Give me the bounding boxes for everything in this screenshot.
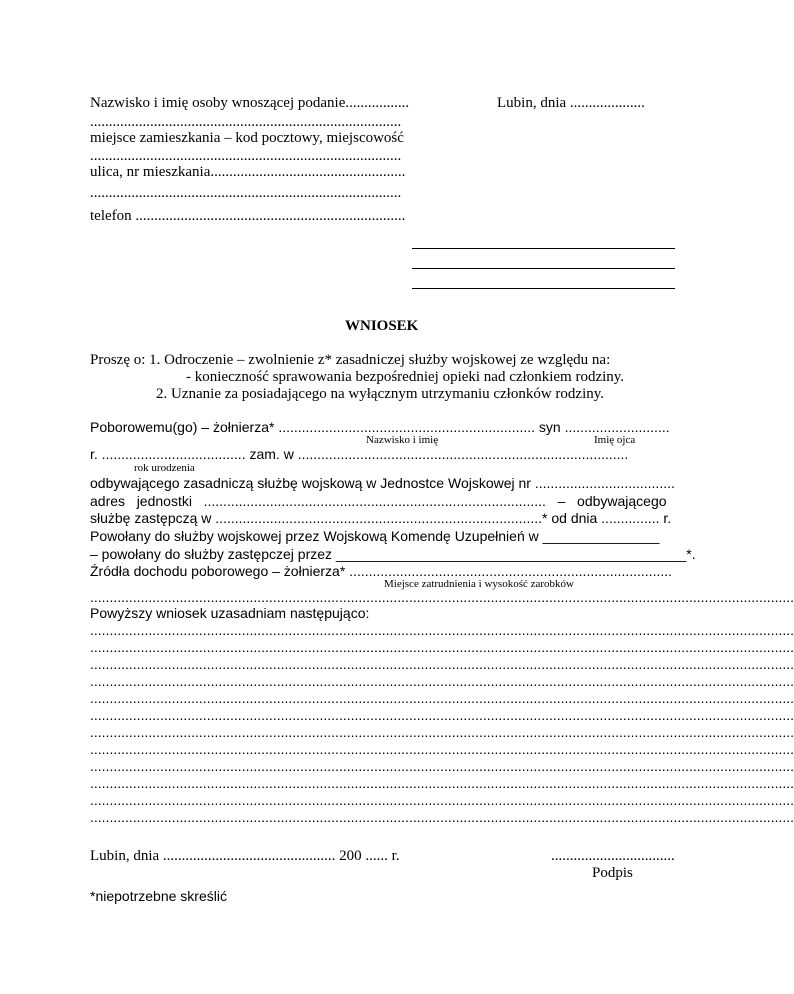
street-line: ulica, nr mieszkania.................................................... bbox=[90, 164, 406, 180]
phone-line: telefon ........................................................................ bbox=[90, 208, 406, 224]
address-label-line: miejsce zamieszkania – kod pocztowy, miejscowość bbox=[90, 130, 404, 146]
applicant-name-blank: ................................................................................... bbox=[90, 114, 402, 130]
label-name: Nazwisko i imię bbox=[366, 434, 439, 446]
request-line-3: 2. Uznanie za posiadającego na wyłącznym utrzymaniu członków rodziny. bbox=[156, 386, 605, 402]
request-line-1: Proszę o: 1. Odroczenie – zwolnienie z* zasadniczej służby wojskowej ze względu na: bbox=[90, 352, 611, 368]
label-birth-year: rok urodzenia bbox=[134, 462, 195, 474]
justification-line: ..................................................................................................................................................................................... bbox=[90, 622, 794, 638]
justification-line: ..................................................................................................................................................................................... bbox=[90, 775, 794, 791]
service-line-2: adres jednostki ........................................................................................ – odbywającego bbox=[90, 493, 667, 509]
conscript-line: Poborowemu(go) – żołnierza* .................................................................. syn ........................... bbox=[90, 419, 670, 435]
justification-line: ..................................................................................................................................................................................... bbox=[90, 656, 794, 672]
service-line-3: służbę zastępczą w ....................................................................................* od dnia ............... r. bbox=[90, 510, 672, 526]
footer-city-date: Lubin, dnia .............................................. 200 ...... r. bbox=[90, 848, 400, 864]
address-blank: ................................................................................... bbox=[90, 148, 402, 164]
header-city-date: Lubin, dnia .................... bbox=[497, 95, 645, 111]
income-blank-line: ..................................................................................................................................................................................... bbox=[90, 589, 794, 605]
service-line-1: odbywającego zasadniczą służbę wojskową w Jednostce Wojskowej nr .................................... bbox=[90, 475, 675, 491]
justification-line: ..................................................................................................................................................................................... bbox=[90, 741, 794, 757]
justification-line: ..................................................................................................................................................................................... bbox=[90, 809, 794, 825]
signature-line: ................................. bbox=[551, 848, 675, 864]
justification-line: ..................................................................................................................................................................................... bbox=[90, 724, 794, 740]
label-income: Miejsce zatrudnienia i wysokość zarobków bbox=[384, 578, 574, 590]
street-blank: ................................................................................... bbox=[90, 185, 402, 201]
footnote: *niepotrzebne skreślić bbox=[90, 888, 227, 904]
signature-label: Podpis bbox=[592, 865, 633, 881]
page-title: WNIOSEK bbox=[345, 318, 419, 334]
justification-line: ..................................................................................................................................................................................... bbox=[90, 639, 794, 655]
justification-line: ..................................................................................................................................................................................... bbox=[90, 673, 794, 689]
addressee-line-1 bbox=[412, 248, 675, 249]
justification-line: ..................................................................................................................................................................................... bbox=[90, 758, 794, 774]
label-father-name: Imię ojca bbox=[594, 434, 636, 446]
justification-heading: Powyższy wniosek uzasadniam następująco: bbox=[90, 605, 370, 621]
income-line: Źródła dochodu poborowego – żołnierza* ................................................................................... bbox=[90, 563, 673, 579]
addressee-line-2 bbox=[412, 268, 675, 269]
applicant-name-line: Nazwisko i imię osoby wnoszącej podanie................. bbox=[90, 95, 410, 111]
called-line-1: Powołany do służby wojskowej przez Wojskową Komendę Uzupełnień w _______________ bbox=[90, 528, 660, 544]
justification-line: ..................................................................................................................................................................................... bbox=[90, 792, 794, 808]
request-line-2: - konieczność sprawowania bezpośredniej opieki nad członkiem rodziny. bbox=[186, 369, 625, 385]
birth-year-line: r. ..................................... zam. w ..................................................................................... bbox=[90, 446, 629, 462]
called-line-2: – powołany do służby zastępczej przez _____________________________________________*. bbox=[90, 546, 696, 562]
addressee-line-3 bbox=[412, 288, 675, 289]
justification-line: ..................................................................................................................................................................................... bbox=[90, 707, 794, 723]
justification-line: ..................................................................................................................................................................................... bbox=[90, 690, 794, 706]
